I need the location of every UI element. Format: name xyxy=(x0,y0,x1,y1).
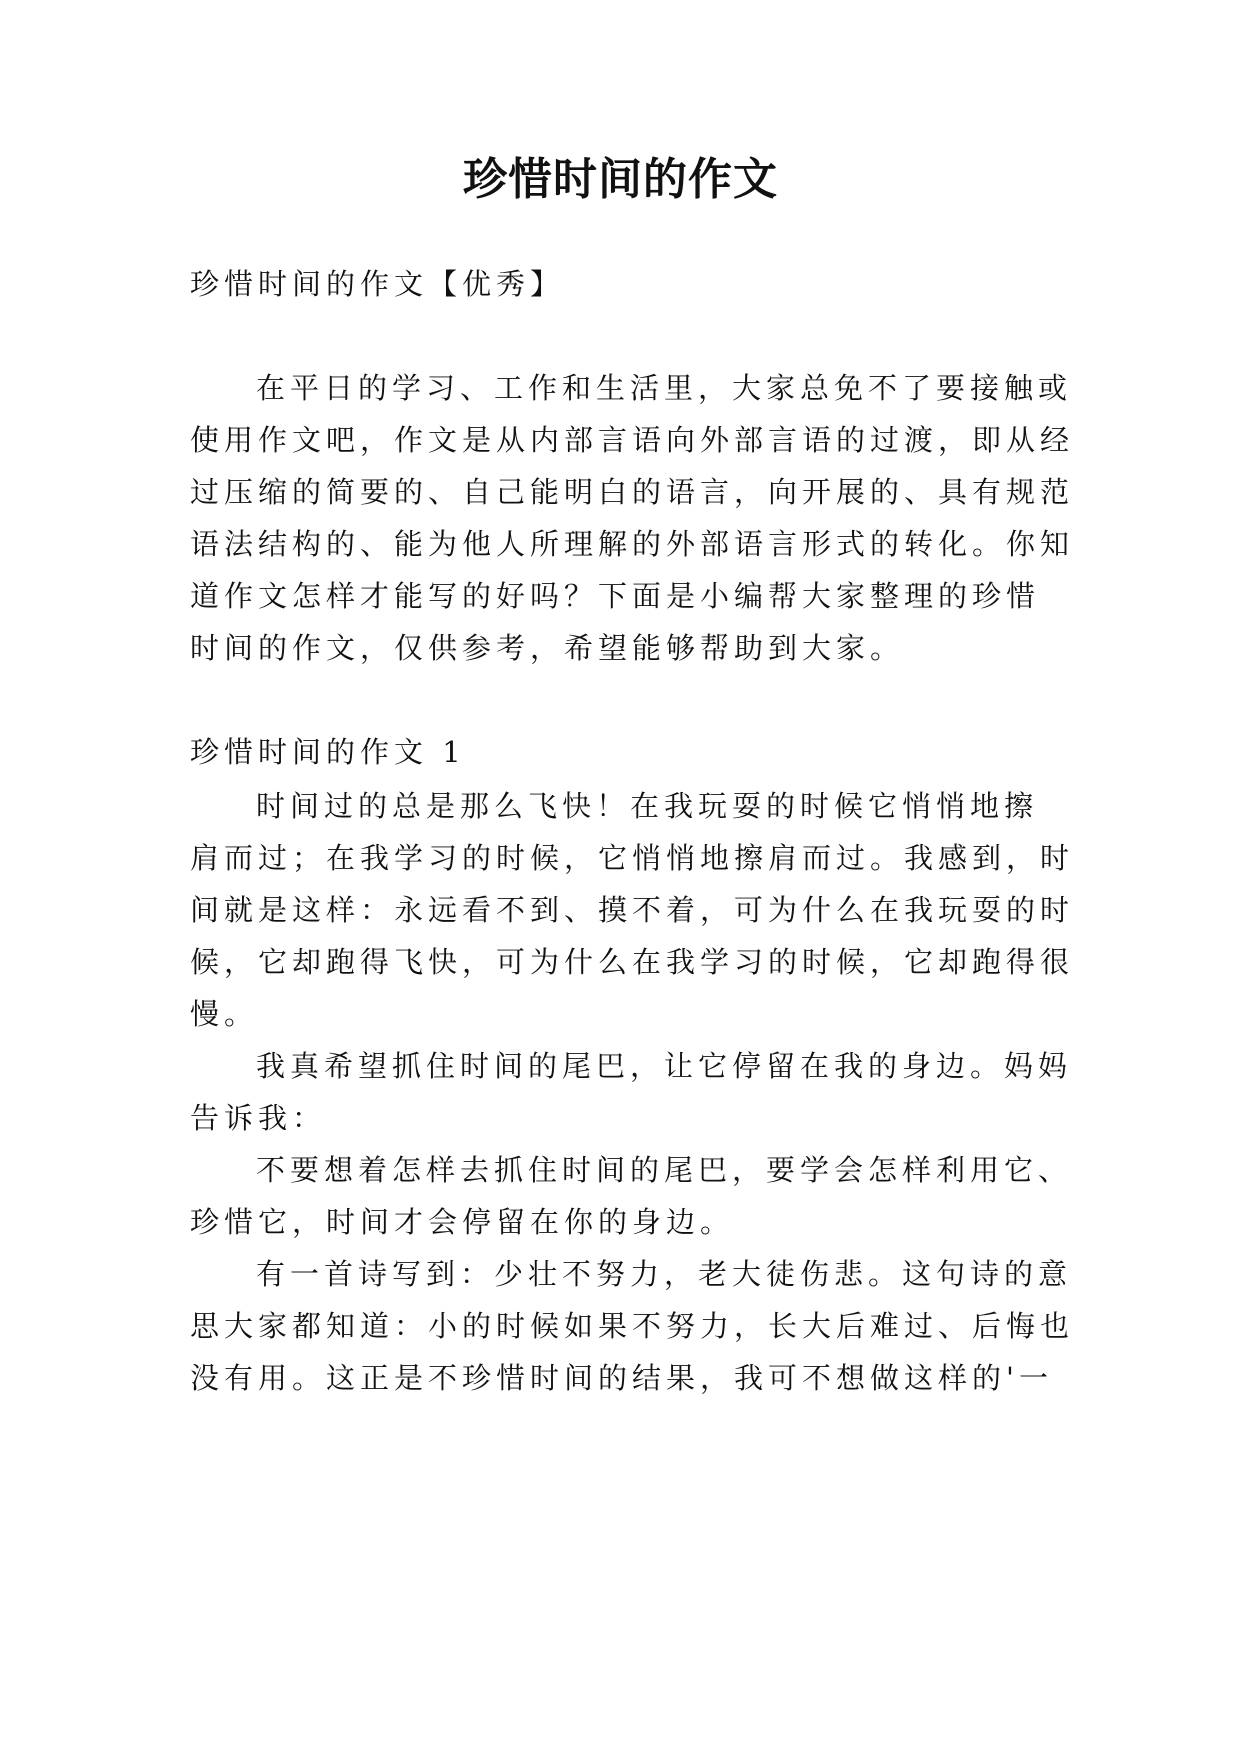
document-subtitle: 珍惜时间的作文【优秀】 xyxy=(190,267,565,301)
section-heading: 珍惜时间的作文 1 xyxy=(190,735,466,769)
intro-line: 使用作文吧，作文是从内部言语向外部言语的过渡，即从经 xyxy=(190,423,1075,457)
intro-line: 时间的作文，仅供参考，希望能够帮助到大家。 xyxy=(190,631,905,665)
essay-line: 慢。 xyxy=(190,997,259,1031)
essay-line: 我真希望抓住时间的尾巴，让它停留在我的身边。妈妈 xyxy=(256,1049,1073,1083)
essay-line: 珍惜它，时间才会停留在你的身边。 xyxy=(190,1205,735,1239)
essay-line: 有一首诗写到：少壮不努力，老大徒伤悲。这句诗的意 xyxy=(256,1257,1073,1291)
intro-line: 语法结构的、能为他人所理解的外部语言形式的转化。你知 xyxy=(190,527,1075,561)
essay-line: 肩而过；在我学习的时候，它悄悄地擦肩而过。我感到，时 xyxy=(190,841,1075,875)
intro-line: 道作文怎样才能写的好吗？下面是小编帮大家整理的珍惜 xyxy=(190,579,1041,613)
document-title: 珍惜时间的作文 xyxy=(463,154,778,205)
essay-line: 候，它却跑得飞快，可为什么在我学习的时候，它却跑得很 xyxy=(190,945,1075,979)
essay-line: 不要想着怎样去抓住时间的尾巴，要学会怎样利用它、 xyxy=(256,1153,1073,1187)
essay-line: 间就是这样：永远看不到、摸不着，可为什么在我玩耍的时 xyxy=(190,893,1075,927)
essay-line: 时间过的总是那么飞快！在我玩耍的时候它悄悄地擦 xyxy=(256,789,1039,823)
essay-line: 没有用。这正是不珍惜时间的结果，我可不想做这样的'一 xyxy=(190,1361,1053,1395)
essay-line: 告诉我： xyxy=(190,1101,327,1135)
intro-line: 过压缩的简要的、自己能明白的语言，向开展的、具有规范 xyxy=(190,475,1075,509)
essay-line: 思大家都知道：小的时候如果不努力，长大后难过、后悔也 xyxy=(190,1309,1075,1343)
intro-line: 在平日的学习、工作和生活里，大家总免不了要接触或 xyxy=(256,371,1073,405)
